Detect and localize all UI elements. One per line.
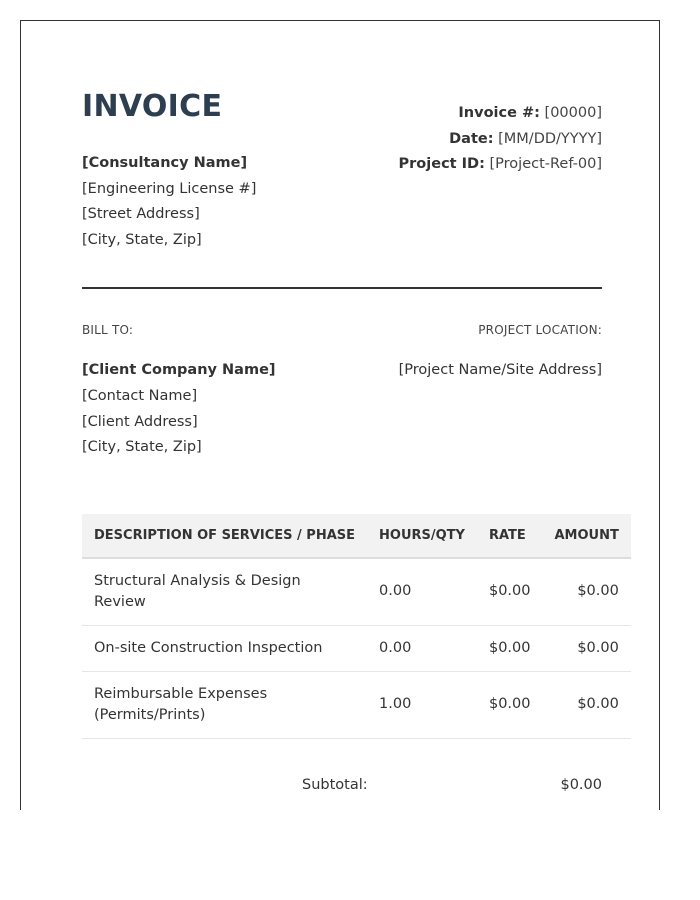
project-location-label: PROJECT LOCATION: (478, 323, 602, 337)
table-row (82, 671, 631, 738)
row-description: Structural Analysis & Design Review (82, 558, 367, 625)
engineering-license: [Engineering License #] (82, 180, 257, 197)
bill-to-details (82, 358, 276, 461)
client-company-name: [Client Company Name] (82, 362, 276, 378)
subtotal-label: Subtotal: (302, 777, 368, 793)
invoice-date-row (399, 127, 602, 153)
row-amount: $0.00 (542, 558, 630, 625)
consultancy-name: [Consultancy Name] (82, 155, 248, 171)
row-description: Reimbursable Expenses (Permits/Prints) (82, 671, 367, 738)
header-rate: RATE (477, 514, 543, 558)
row-qty: 0.00 (367, 625, 477, 671)
row-amount: $0.00 (542, 625, 630, 671)
invoice-date-label: Date: (449, 130, 494, 147)
project-id-value: [Project-Ref-00] (489, 156, 602, 172)
consultancy-city: [City, State, Zip] (82, 231, 202, 248)
header-description: DESCRIPTION OF SERVICES / PHASE (82, 514, 367, 558)
invoice-date-value: [MM/DD/YYYY] (498, 130, 602, 147)
project-id-row (399, 152, 602, 178)
client-contact-name: [Contact Name] (82, 387, 198, 404)
project-id-label: Project ID: (398, 156, 485, 172)
row-rate: $0.00 (477, 558, 543, 625)
consultancy-details (82, 151, 256, 253)
row-qty: 1.00 (367, 671, 477, 738)
invoice-number-label: Invoice #: (458, 105, 540, 121)
header-hours-qty: HOURS/QTY (367, 514, 477, 558)
table-row (82, 625, 631, 671)
header-amount: AMOUNT (542, 514, 630, 558)
client-address: [Client Address] (82, 413, 198, 430)
row-description: On-site Construction Inspection (82, 625, 367, 671)
row-amount: $0.00 (542, 671, 630, 738)
row-rate: $0.00 (477, 671, 543, 738)
project-location-value: [Project Name/Site Address] (398, 362, 602, 378)
subtotal-value: $0.00 (560, 777, 602, 793)
invoice-number-row (399, 101, 602, 127)
invoice-title: INVOICE (82, 89, 223, 124)
invoice-page (20, 20, 660, 810)
table-header-row (82, 514, 631, 558)
invoice-number-value: [00000] (544, 105, 602, 121)
bill-to-label: BILL TO: (82, 323, 134, 337)
invoice-meta (399, 101, 602, 178)
client-city: [City, State, Zip] (82, 439, 202, 456)
services-table (82, 514, 631, 739)
consultancy-street: [Street Address] (82, 206, 200, 222)
row-rate: $0.00 (477, 625, 543, 671)
table-row (82, 558, 631, 625)
header-divider (82, 287, 602, 289)
row-qty: 0.00 (367, 558, 477, 625)
